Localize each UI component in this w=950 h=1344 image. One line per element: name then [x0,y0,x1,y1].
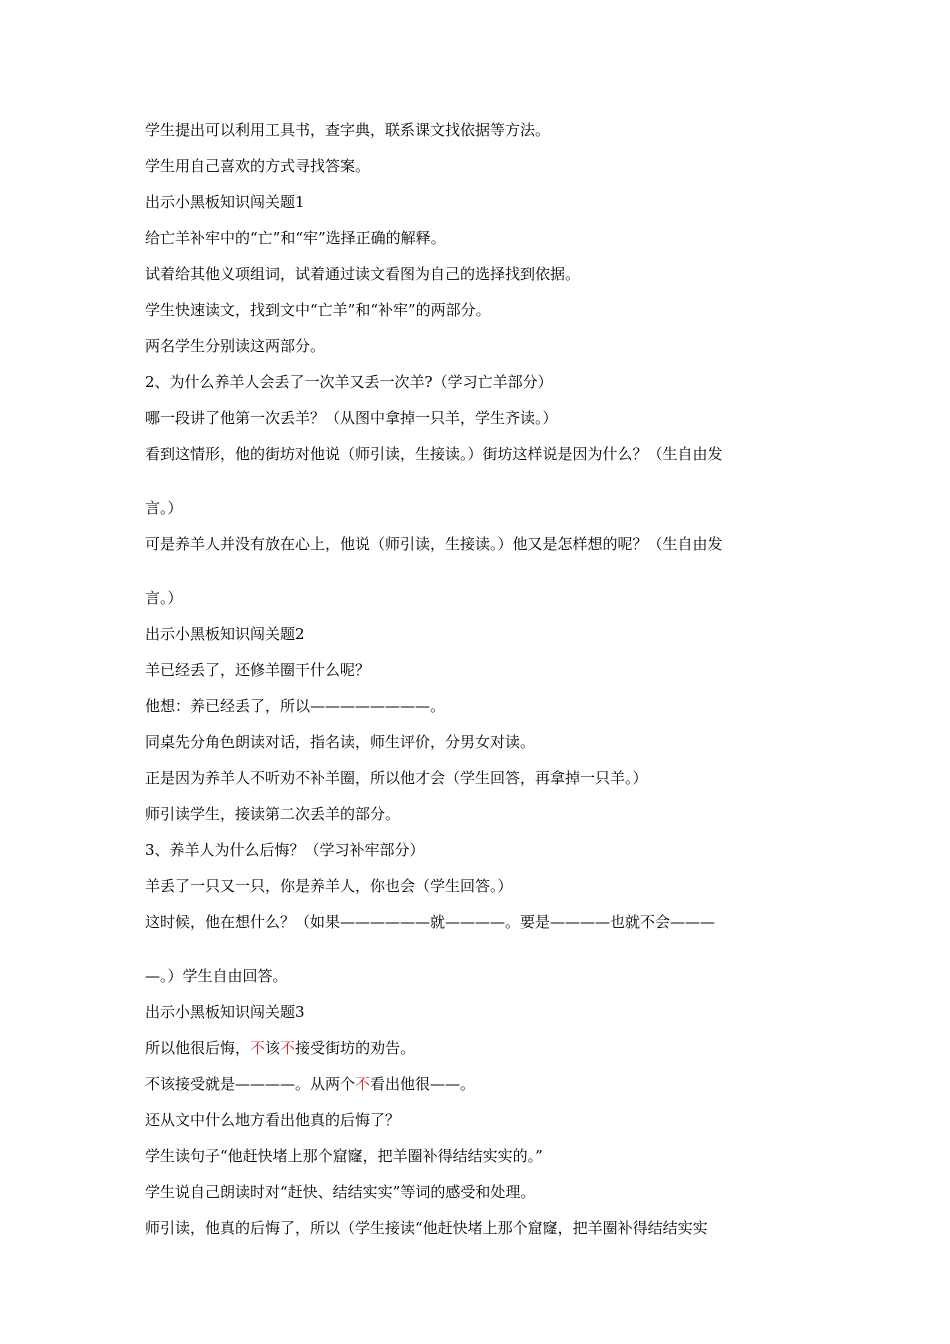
paragraph-line: 给亡羊补牢中的“亡”和“牢”选择正确的解释。 [145,229,446,247]
section-heading-line: 3、养羊人为什么后悔？（学习补牢部分） [145,841,425,859]
highlighted-text: 不 [280,1039,296,1057]
paragraph-line: 同桌先分角色朗读对话，指名读，师生评价，分男女对读。 [145,733,536,751]
paragraph-line: 出示小黑板知识闯关题2 [145,625,305,643]
paragraph-line: 学生说自己朗读时对“赶快、结结实实”等词的感受和处理。 [145,1183,536,1201]
paragraph-line: 试着给其他义项组词，试着通过读文看图为自己的选择找到依据。 [145,265,581,283]
paragraph-line: 学生提出可以利用工具书，查字典，联系课文找依据等方法。 [145,121,551,139]
section-heading-line: 2、为什么养羊人会丢了一次羊又丢一次羊?（学习亡羊部分） [145,373,553,391]
text-segment: 看出他很——。 [370,1075,476,1093]
text-segment: 该 [265,1039,281,1057]
text-segment: 所以他很后悔， [145,1039,251,1057]
paragraph-line: 这时候，他在想什么？（如果——————就————。要是————也就不会——— [145,913,716,931]
paragraph-line-continued: —。）学生自由回答。 [145,967,288,985]
paragraph-line: 羊丢了一只又一只，你是养羊人，你也会（学生回答。） [145,877,513,895]
paragraph-line: 他想：养已经丢了，所以————————。 [145,697,446,715]
document-body [145,120,815,1254]
paragraph-line: 看到这情形，他的街坊对他说（师引读，生接读。）街坊这样说是因为什么？（生自由发 [145,445,723,463]
text-segment: 接受街坊的劝告。 [295,1039,416,1057]
paragraph-line-highlighted [145,1038,815,1058]
paragraph-line: 出示小黑板知识闯关题3 [145,1003,305,1021]
highlighted-text: 不 [250,1039,266,1057]
paragraph-line: 师引读学生，接读第二次丢羊的部分。 [145,805,401,823]
text-segment: 不该接受就是————。从两个 [145,1075,356,1093]
paragraph-line: 学生读句子“他赶快堵上那个窟窿，把羊圈补得结结实实的。” [145,1147,543,1165]
paragraph-line-continued: 言。） [145,589,183,607]
paragraph-line: 可是养羊人并没有放在心上，他说（师引读，生接读。）他又是怎样想的呢？（生自由发 [145,535,723,553]
paragraph-line-continued: 言。） [145,499,183,517]
paragraph-line: 还从文中什么地方看出他真的后悔了？ [145,1111,401,1129]
paragraph-line: 学生快速读文，找到文中“亡羊”和“补牢”的两部分。 [145,301,491,319]
paragraph-line: 羊已经丢了，还修羊圈干什么呢？ [145,661,371,679]
paragraph-line: 出示小黑板知识闯关题1 [145,193,305,211]
paragraph-line: 哪一段讲了他第一次丢羊？（从图中拿掉一只羊，学生齐读。） [145,409,558,427]
paragraph-line: 师引读，他真的后悔了，所以（学生接读“他赶快堵上那个窟窿，把羊圈补得结结实实 [145,1219,708,1237]
paragraph-line: 两名学生分别读这两部分。 [145,337,326,355]
highlighted-text: 不 [355,1075,371,1093]
paragraph-line-highlighted [145,1074,815,1094]
paragraph-line: 学生用自己喜欢的方式寻找答案。 [145,157,371,175]
paragraph-line: 正是因为养羊人不听劝不补羊圈，所以他才会（学生回答，再拿掉一只羊。） [145,769,648,787]
